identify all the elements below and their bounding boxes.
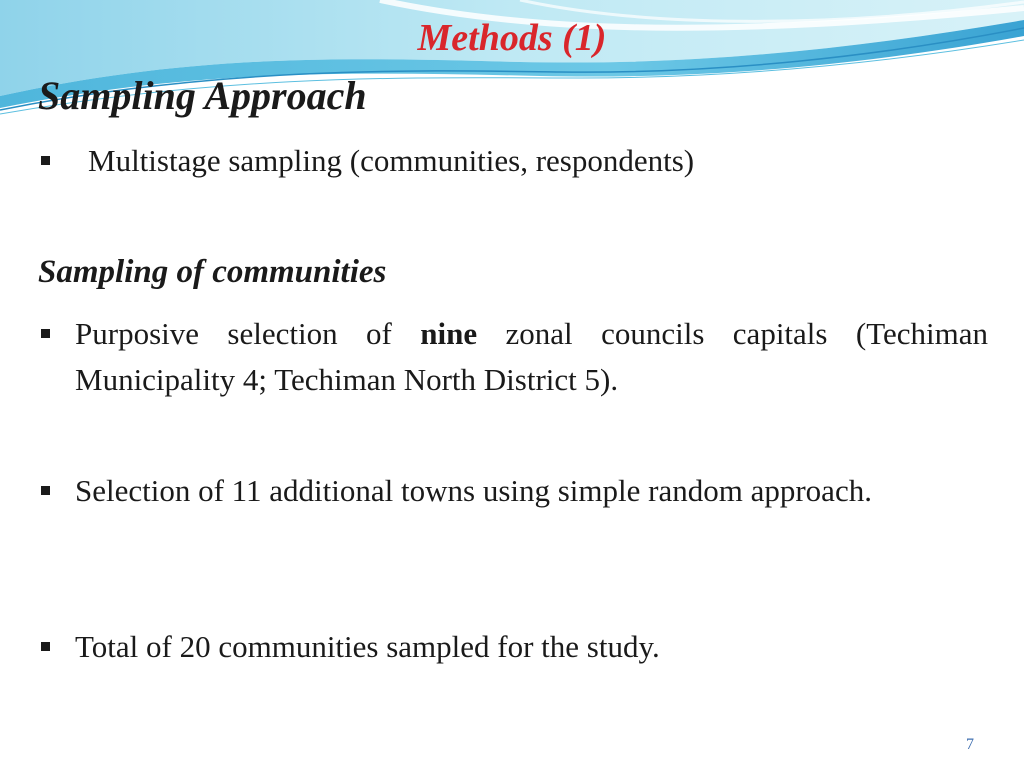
sampling-approach-heading: Sampling Approach xyxy=(38,73,367,118)
list-item xyxy=(38,468,988,514)
square-bullet-icon xyxy=(41,156,50,165)
square-bullet-icon xyxy=(41,329,50,338)
list-item xyxy=(38,311,988,403)
list-item xyxy=(38,624,988,670)
list-item xyxy=(38,138,988,184)
slide-title: Methods (1) xyxy=(417,17,607,59)
nine-emphasis: nine xyxy=(420,316,478,351)
page-number: 7 xyxy=(966,736,974,753)
total-communities-text: Total of 20 communities sampled for the study. xyxy=(75,629,660,664)
multistage-sampling-text: Multistage sampling (communities, respondents) xyxy=(88,143,695,178)
purposive-selection-rest: zonal councils capitals (Techiman Municipality 4; Techiman North District 5). xyxy=(75,316,988,397)
sampling-of-communities-heading: Sampling of communities xyxy=(38,254,387,290)
square-bullet-icon xyxy=(41,642,50,651)
additional-towns-text: Selection of 11 additional towns using simple random approach. xyxy=(75,473,872,508)
purposive-selection-lead: Purposive selection of xyxy=(75,316,421,351)
purposive-selection-text xyxy=(75,311,988,403)
square-bullet-icon xyxy=(41,486,50,495)
